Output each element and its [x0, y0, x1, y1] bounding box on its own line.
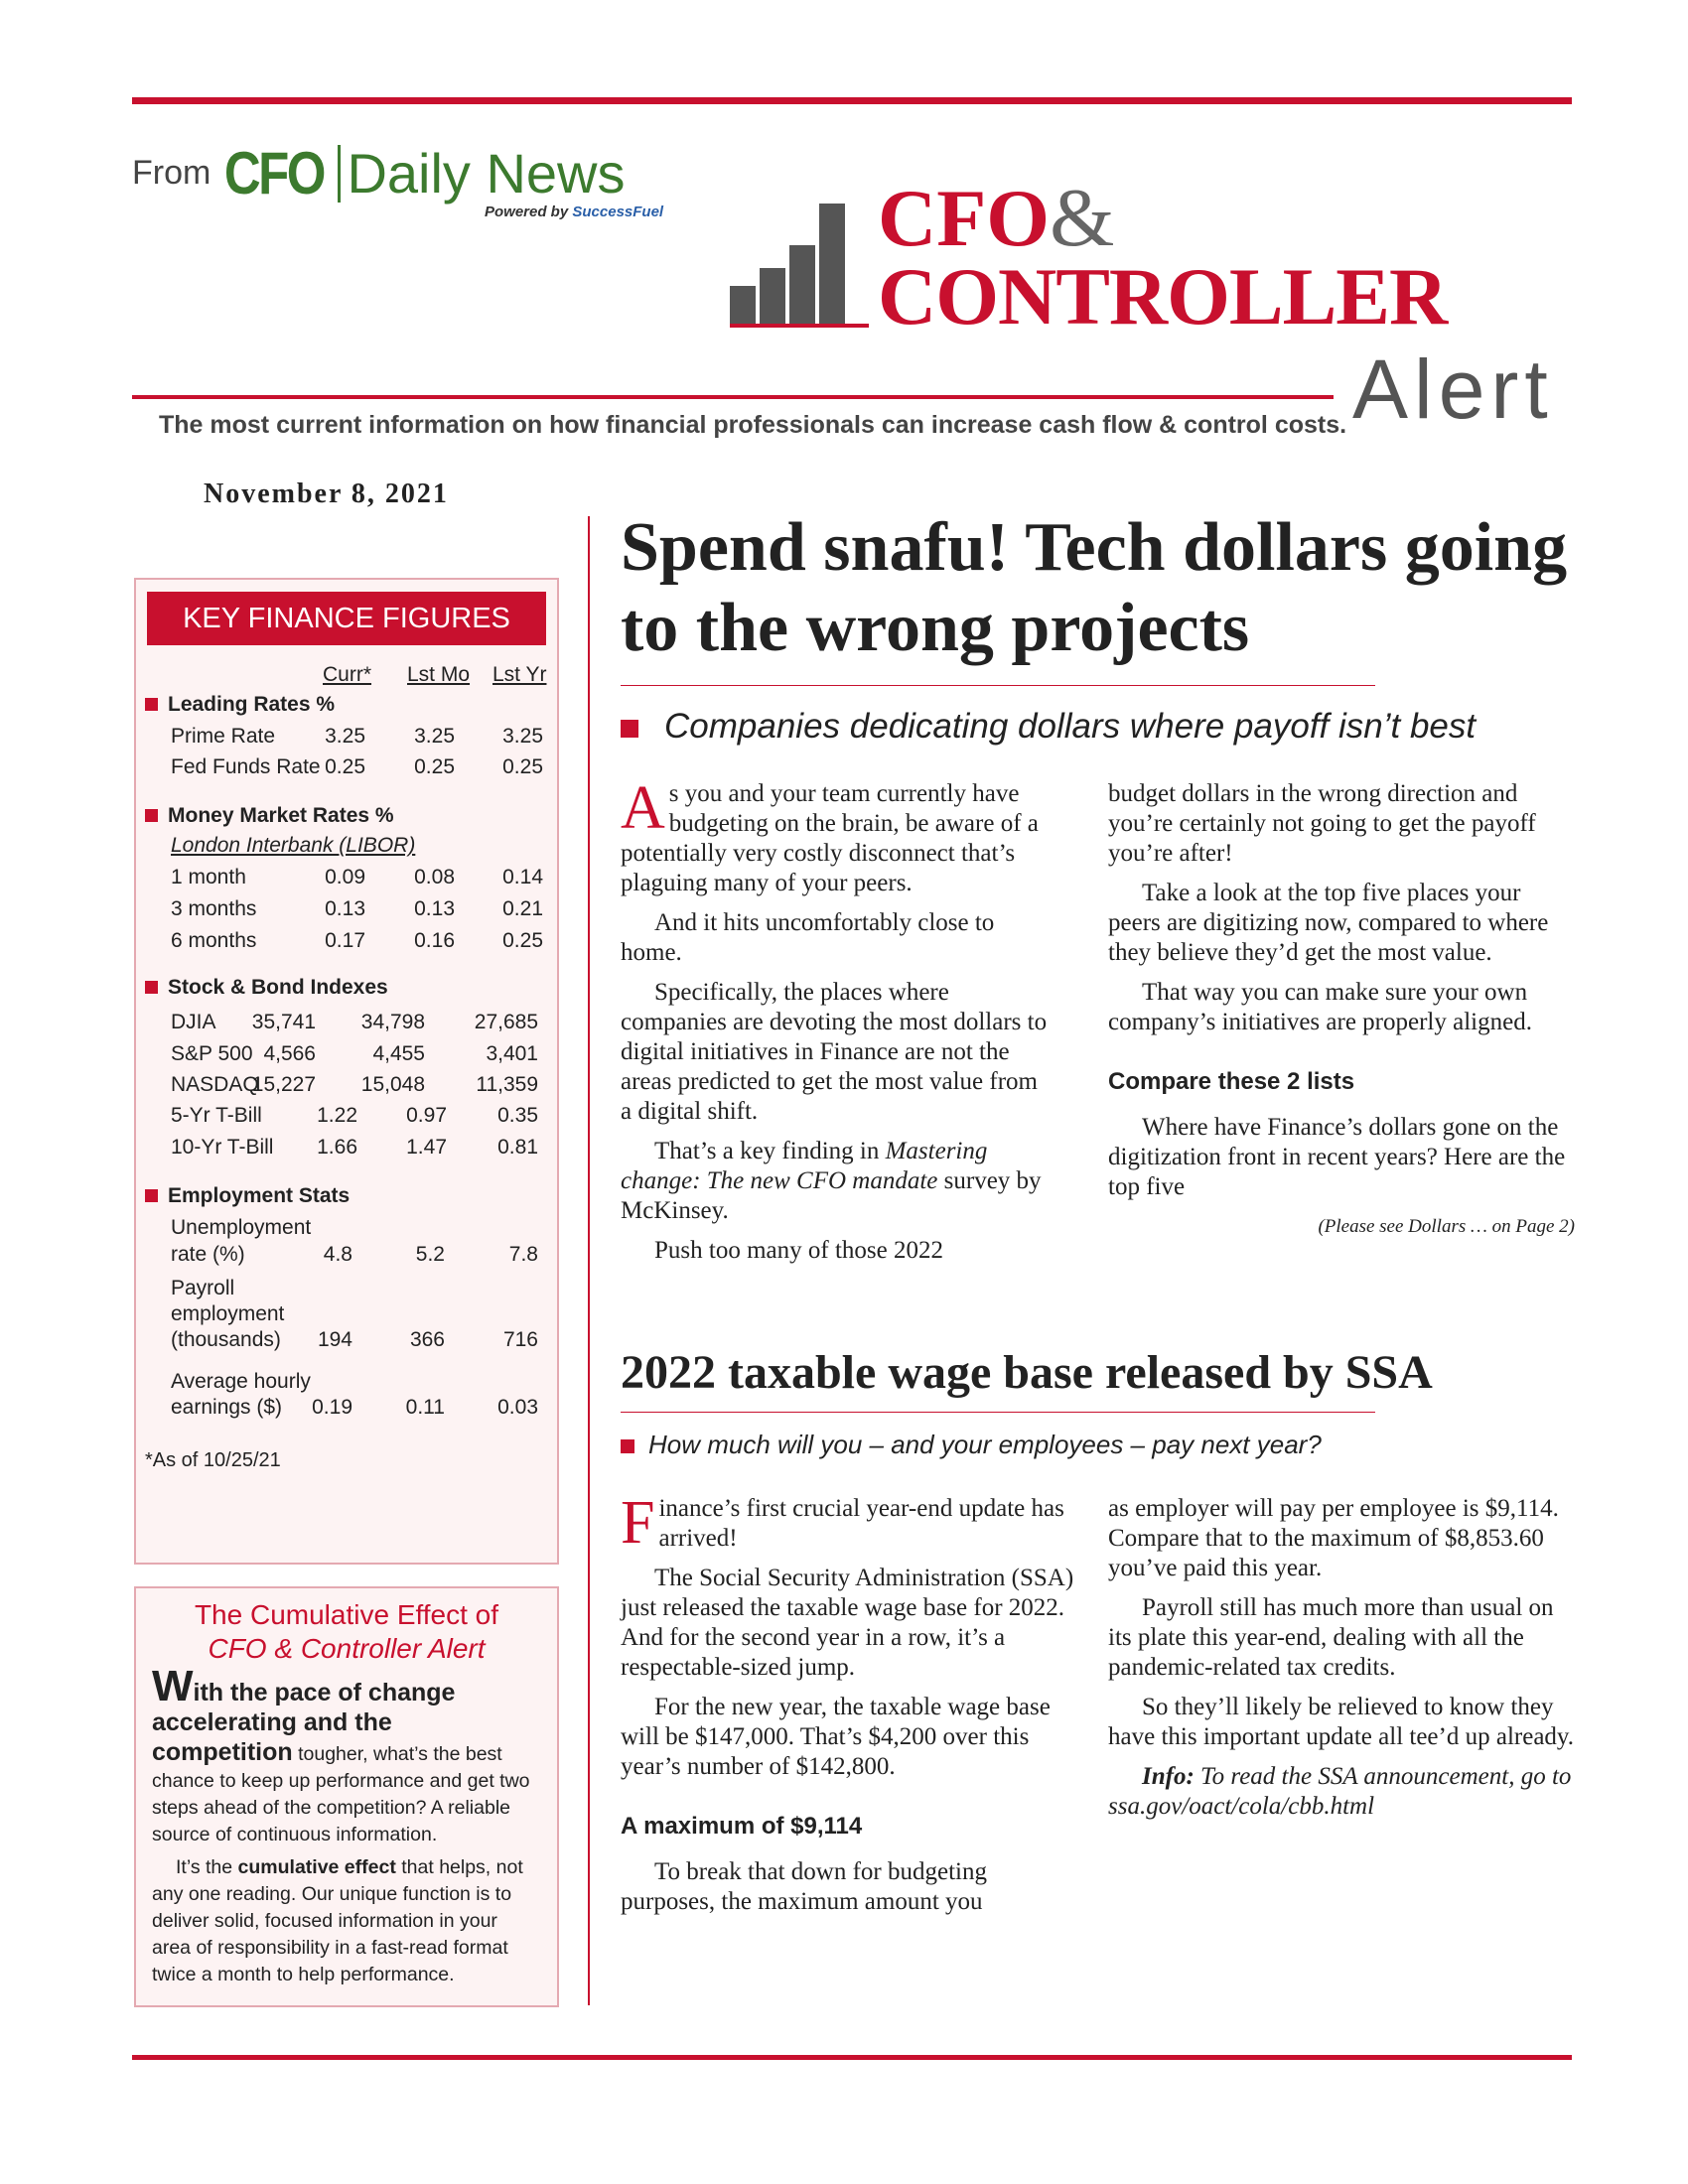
kff-row-label: S&P 500 [171, 1042, 253, 1065]
powered-by-label: Powered by [485, 204, 569, 220]
article1-paragraph: budget dollars in the wrong direction and you’re certainly not going to get the payoff you’re after! [1108, 780, 1536, 867]
kff-row-label: 6 months [171, 929, 257, 952]
daily-news-wordmark: Daily News [347, 142, 626, 205]
kff-value: 4,566 [263, 1042, 316, 1065]
cumulative-lead: ith the pace of change accelerating and the competition [152, 1679, 456, 1766]
kff-value: 0.21 [502, 897, 543, 920]
kff-col-curr: Curr* [323, 663, 372, 686]
article1-dropcap: A [621, 774, 665, 842]
tagline: The most current information on how financial professionals can increase cash flow & control costs. [159, 411, 1347, 439]
article2-rule [621, 1412, 1375, 1413]
kff-section-employment: Employment Stats [168, 1184, 351, 1207]
kff-row-label: 5-Yr T-Bill [171, 1104, 262, 1127]
kff-value: 0.81 [497, 1136, 538, 1159]
article2-paragraph: For the new year, the taxable wage base will be $147,000. That’s $4,200 over this year’s number of $142,800. [621, 1694, 1051, 1780]
kff-col-lstmo: Lst Mo [407, 663, 471, 686]
kff-value: 3.25 [325, 725, 365, 748]
article2-dek: How much will you – and your employees – pay next year? [621, 1430, 1322, 1460]
issue-date: November 8, 2021 [204, 478, 449, 509]
kff-row-label: DJIA [171, 1011, 216, 1033]
kff-row-label: Payroll [171, 1277, 235, 1299]
kff-value: 15,227 [251, 1073, 316, 1096]
article1-p4-a: That’s a key finding in [654, 1138, 886, 1164]
article2-dropcap: F [621, 1489, 655, 1557]
cumulative-title-line2: CFO & Controller Alert [208, 1632, 486, 1664]
article1-continued-link[interactable]: (Please see Dollars … on Page 2) [1318, 1216, 1575, 1237]
kff-row-label: NASDAQ [171, 1073, 259, 1096]
kff-row-label: Unemployment [171, 1216, 312, 1239]
kff-section-leading-rates: Leading Rates % [168, 693, 336, 716]
kff-row-label: Fed Funds Rate [171, 755, 321, 778]
kff-value: 3.25 [414, 725, 455, 748]
kff-footnote: *As of 10/25/21 [145, 1449, 281, 1471]
title-ampersand: & [1050, 172, 1115, 264]
article1-rule [621, 685, 1375, 686]
cumulative-title-line1: The Cumulative Effect of [194, 1599, 499, 1630]
kff-value: 0.97 [406, 1104, 447, 1127]
kff-section-money-market: Money Market Rates % [168, 804, 394, 827]
kff-value: 0.25 [414, 755, 455, 778]
kff-row-label: employment [171, 1302, 285, 1325]
article2-paragraph: as employer will pay per employee is $9,114. Compare that to the maximum of $8,853.60 you’ve paid this year. [1108, 1495, 1559, 1581]
article2-paragraph: Payroll still has much more than usual on its plate this year-end, dealing with all the pandemic-related tax credits. [1108, 1594, 1554, 1681]
kff-value: 1.22 [317, 1104, 357, 1127]
kff-value: 0.19 [312, 1396, 352, 1419]
successfuel-brand: SuccessFuel [572, 204, 664, 220]
article1-column2 [1108, 779, 1575, 1252]
kff-row-label: Prime Rate [171, 725, 276, 748]
logo-divider [338, 145, 341, 203]
cumulative-p2-bold: cumulative effect [237, 1856, 396, 1878]
article1-headline[interactable]: Spend snafu! Tech dollars going to the wrong projects [621, 509, 1568, 666]
cumulative-p1: tougher, what’s the best chance to keep up performance and get two steps ahead of the competition? A reliable source of continuous information. [152, 1743, 530, 1845]
kff-value: 1.66 [317, 1136, 357, 1159]
title-cfo-word: CFO [878, 173, 1051, 263]
kff-value: 27,685 [474, 1011, 538, 1033]
kff-value: 0.14 [502, 866, 543, 888]
article1-dek: Companies dedicating dollars where payoff isn’t best [621, 707, 1476, 747]
article2-headline[interactable]: 2022 taxable wage base released by SSA [621, 1346, 1433, 1399]
article2-column2 [1108, 1494, 1575, 1832]
article1-paragraph: Push too many of those 2022 [654, 1237, 943, 1264]
article2-paragraph: To break that down for budgeting purposes, the maximum amount you [621, 1858, 987, 1915]
publication-title-cfo [878, 172, 1115, 264]
masthead-rule [132, 395, 1334, 399]
kff-value: 4.8 [323, 1243, 352, 1266]
kff-value: 7.8 [508, 1243, 538, 1266]
kff-row-label: earnings ($) [171, 1396, 283, 1419]
kff-value: 0.08 [414, 866, 455, 888]
kff-row-label: 10-Yr T-Bill [171, 1136, 274, 1159]
article1-p4-b: survey by McKinsey. [621, 1167, 1042, 1224]
article1-paragraph: Where have Finance’s dollars gone on the digitization front in recent years? Here are the top five [1108, 1114, 1566, 1200]
article1-survey-title: Mastering change: The new CFO mandate [621, 1138, 988, 1194]
cumulative-p2-a: It’s the [176, 1856, 238, 1878]
article2-subhead: A maximum of $9,114 [621, 1813, 863, 1840]
kff-value: 0.17 [325, 929, 365, 952]
article1-paragraph: And it hits uncomfortably close to home. [621, 909, 995, 966]
article2-paragraph: inance’s first crucial year-end update has arrived! [658, 1495, 1064, 1552]
article2-info-label: Info: [1142, 1763, 1195, 1790]
cumulative-p2-b: that helps, not any one reading. Our unique function is to deliver solid, focused information in your area of responsibility in a fast-read format twice a month to help performance. [152, 1856, 523, 1985]
article1-paragraph: s you and your team currently have budgeting on the brain, be aware of a potentially very costly disconnect that’s plaguing many of your peers. [621, 780, 1039, 896]
kff-value: 194 [317, 1328, 352, 1351]
kff-value: 34,798 [360, 1011, 425, 1033]
article1-paragraph: Take a look at the top five places your peers are digitizing now, compared to where they believe they’d get the most value. [1108, 880, 1549, 966]
kff-row-label: 1 month [171, 866, 246, 888]
kff-value: 716 [502, 1328, 538, 1351]
article1-paragraph: That way you can make sure your own company’s initiatives are properly aligned. [1108, 979, 1532, 1035]
column-divider [588, 516, 590, 2005]
kff-value: 4,455 [372, 1042, 425, 1065]
powered-by-line [485, 204, 663, 220]
cumulative-dropcap: W [152, 1662, 194, 1710]
kff-section-stock-bond: Stock & Bond Indexes [168, 976, 388, 999]
kff-value: 15,048 [360, 1073, 425, 1096]
from-label: From [132, 154, 211, 192]
kff-value: 0.13 [325, 897, 365, 920]
article2-column1 [621, 1489, 1077, 1927]
cfo-wordmark: CFO [223, 140, 324, 206]
kff-value: 0.11 [405, 1396, 445, 1419]
kff-row-label: Average hourly [171, 1370, 311, 1393]
kff-value: 5.2 [415, 1243, 445, 1266]
cfo-daily-news-logo[interactable] [132, 139, 626, 207]
article2-paragraph: The Social Security Administration (SSA) just released the taxable wage base for 2022. And for the second year in a row, it’s a respectable-sized jump. [621, 1565, 1074, 1681]
kff-value: 0.09 [325, 866, 365, 888]
kff-value: 35,741 [251, 1011, 316, 1033]
kff-value: 3.25 [502, 725, 543, 748]
publication-title-controller: CONTROLLER [878, 251, 1448, 341]
kff-value: 0.13 [414, 897, 455, 920]
bar-chart-logo-icon [730, 204, 869, 328]
article1-paragraph: Specifically, the places where companies are devoting the most dollars to digital initiatives in Finance are not the areas predicted to get the most value from a digital shift. [621, 979, 1048, 1125]
article1-column1 [621, 774, 1053, 1276]
kff-value: 0.25 [502, 929, 543, 952]
kff-value: 1.47 [406, 1136, 447, 1159]
kff-row-label: (thousands) [171, 1328, 281, 1351]
kff-value: 0.16 [414, 929, 455, 952]
kff-row-label: 3 months [171, 897, 257, 920]
kff-row-label: rate (%) [171, 1243, 245, 1266]
article2-paragraph: So they’ll likely be relieved to know they have this important update all tee’d up already. [1108, 1694, 1575, 1750]
kff-col-lstyr: Lst Yr [492, 663, 547, 686]
article1-subhead: Compare these 2 lists [1108, 1068, 1355, 1095]
kff-header: KEY FINANCE FIGURES [147, 592, 546, 645]
article2-info-link[interactable]: To read the SSA announcement, go to ssa.gov/oact/cola/cbb.html [1108, 1763, 1572, 1820]
publication-title-alert: Alert [1352, 342, 1554, 436]
kff-value: 366 [409, 1328, 445, 1351]
cumulative-title [149, 1598, 544, 1665]
cumulative-body [152, 1662, 539, 1988]
top-rule [132, 97, 1572, 104]
kff-value: 0.35 [497, 1104, 538, 1127]
kff-value: 11,359 [476, 1073, 538, 1096]
kff-value: 0.25 [502, 755, 543, 778]
kff-value: 3,401 [486, 1042, 538, 1065]
kff-libor-label: London Interbank (LIBOR) [171, 834, 416, 857]
bottom-rule [132, 2055, 1572, 2060]
kff-value: 0.03 [497, 1396, 538, 1419]
kff-value: 0.25 [325, 755, 365, 778]
